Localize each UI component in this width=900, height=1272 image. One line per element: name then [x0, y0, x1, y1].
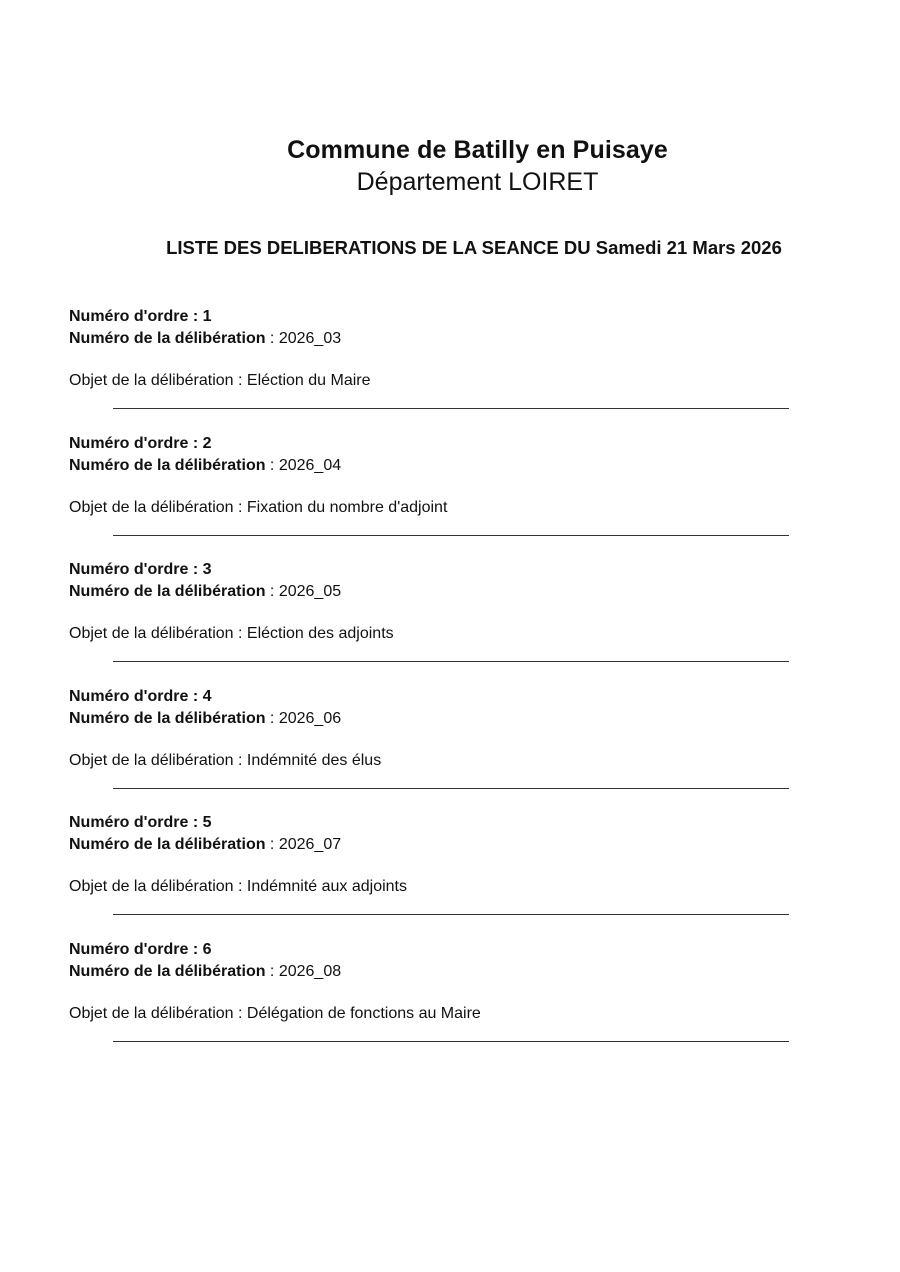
numero-value: 2026_06	[278, 709, 342, 727]
ordre-label: Numéro d'ordre :	[69, 561, 203, 579]
objet-label: Objet de la délibération :	[69, 498, 247, 516]
ordre-label: Numéro d'ordre :	[69, 308, 203, 325]
objet-value: Eléction des adjoints	[246, 625, 394, 643]
numero-value: 2026_08	[278, 962, 342, 980]
ordre-line	[69, 812, 799, 834]
numero-line	[69, 581, 799, 603]
objet-line	[69, 497, 799, 519]
deliberation-entry	[69, 433, 799, 560]
ordre-line	[69, 686, 799, 708]
ordre-label: Numéro d'ordre :	[69, 687, 203, 705]
ordre-value: 1	[202, 308, 212, 325]
numero-line	[69, 455, 799, 477]
objet-value: Eléction du Maire	[246, 372, 371, 389]
ordre-value: 6	[202, 940, 212, 958]
separator-line	[113, 914, 789, 915]
deliberation-entry	[69, 939, 799, 1066]
numero-label: Numéro de la délibération	[69, 330, 266, 347]
numero-label: Numéro de la délibération	[69, 836, 266, 854]
numero-separator: :	[265, 456, 279, 474]
separator-line	[113, 1041, 789, 1042]
ordre-value: 5	[202, 814, 212, 832]
objet-label: Objet de la délibération :	[69, 372, 247, 389]
departement-name: Département LOIRET	[356, 168, 599, 196]
ordre-value: 4	[202, 687, 212, 705]
separator-line	[113, 788, 789, 789]
deliberation-entry	[69, 306, 799, 433]
objet-label: Objet de la délibération :	[69, 1004, 247, 1022]
ordre-label: Numéro d'ordre :	[69, 940, 203, 958]
ordre-label: Numéro d'ordre :	[69, 814, 203, 832]
objet-label: Objet de la délibération :	[69, 878, 247, 896]
numero-separator: :	[265, 709, 279, 727]
objet-line	[69, 370, 799, 392]
objet-line	[69, 623, 799, 645]
deliberation-entry	[69, 686, 799, 813]
numero-line	[69, 834, 799, 856]
numero-separator: :	[265, 330, 279, 347]
ordre-value: 3	[202, 561, 212, 579]
commune-name: Commune de Batilly en Puisaye	[287, 136, 668, 164]
ordre-line	[69, 306, 799, 328]
ordre-label: Numéro d'ordre :	[69, 434, 203, 452]
objet-value: Indémnité aux adjoints	[246, 878, 407, 896]
objet-line	[69, 1003, 799, 1025]
numero-label: Numéro de la délibération	[69, 709, 266, 727]
deliberation-entry	[69, 559, 799, 686]
objet-line	[69, 876, 799, 898]
ordre-line	[69, 433, 799, 455]
objet-value: Indémnité des élus	[246, 751, 382, 769]
numero-line	[69, 708, 799, 730]
deliberation-list	[69, 306, 799, 1066]
objet-value: Fixation du nombre d'adjoint	[246, 498, 448, 516]
numero-label: Numéro de la délibération	[69, 962, 266, 980]
numero-line	[69, 328, 799, 350]
objet-line	[69, 750, 799, 772]
objet-label: Objet de la délibération :	[69, 625, 247, 643]
separator-line	[113, 661, 789, 662]
numero-value: 2026_03	[278, 330, 342, 347]
numero-separator: :	[265, 962, 279, 980]
numero-separator: :	[265, 836, 279, 854]
separator-line	[113, 535, 789, 536]
document-header	[0, 134, 900, 198]
list-title: LISTE DES DELIBERATIONS DE LA SEANCE DU Samedi 21 Mars 2026	[166, 237, 782, 258]
numero-line	[69, 961, 799, 983]
numero-label: Numéro de la délibération	[69, 456, 266, 474]
objet-value: Délégation de fonctions au Maire	[246, 1004, 481, 1022]
ordre-line	[69, 939, 799, 961]
numero-value: 2026_05	[278, 583, 342, 601]
ordre-line	[69, 559, 799, 581]
numero-value: 2026_04	[278, 456, 342, 474]
objet-label: Objet de la délibération :	[69, 751, 247, 769]
numero-separator: :	[265, 583, 279, 601]
numero-value: 2026_07	[278, 836, 342, 854]
separator-line	[113, 408, 789, 409]
numero-label: Numéro de la délibération	[69, 583, 266, 601]
deliberation-entry	[69, 812, 799, 939]
ordre-value: 2	[202, 434, 212, 452]
